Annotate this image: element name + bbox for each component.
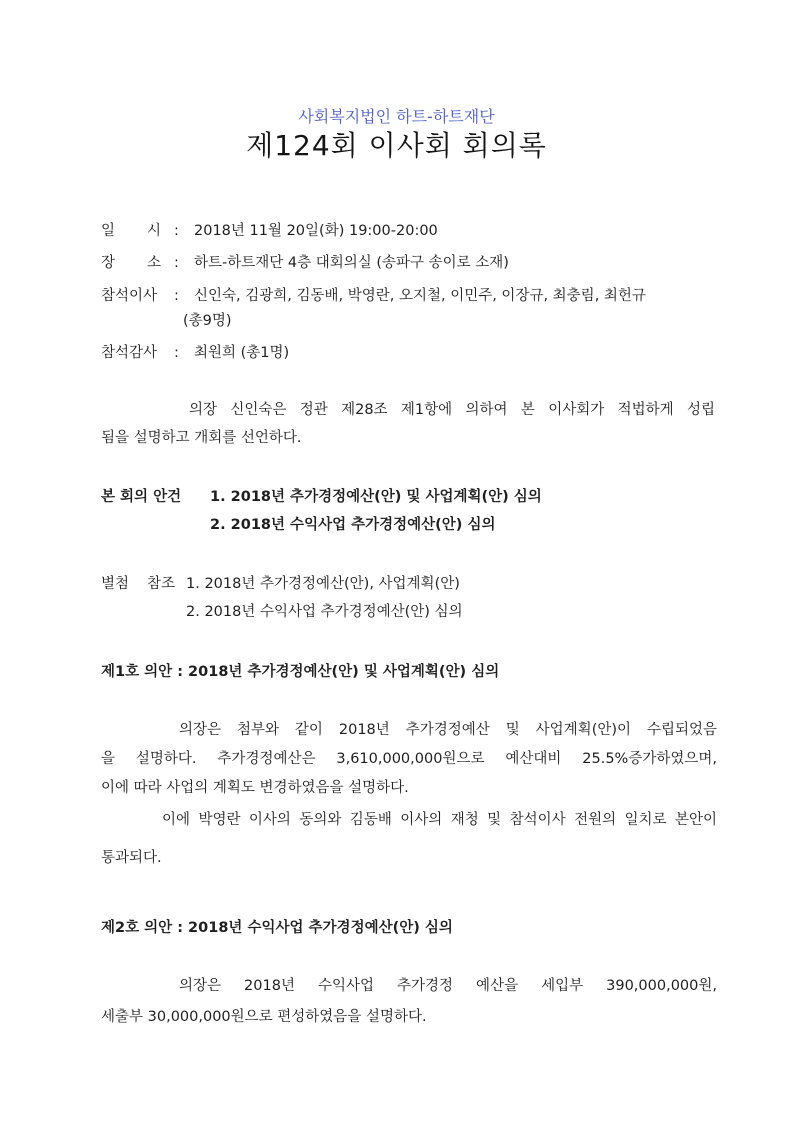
- resolution-2-line-2: 세출부 30,000,000원으로 편성하였음을 설명하다.: [101, 1009, 427, 1025]
- info-place-row: [101, 251, 509, 272]
- place-value: 하트-하트재단 4층 대회의실 (송파구 송이로 소재): [194, 255, 509, 271]
- directors-colon: :: [174, 288, 179, 304]
- directors-value: 신인숙, 김광희, 김동배, 박영란, 오지철, 이민주, 이장규, 최충림, 최헌규: [194, 288, 646, 304]
- agenda-item-1: 1. 2018년 추가경정예산(안) 및 사업계획(안) 심의: [210, 489, 542, 505]
- attachments-label: 별첨: [101, 576, 130, 592]
- resolution-1-heading: 제1호 의안 : 2018년 추가경정예산(안) 및 사업계획(안) 심의: [101, 664, 500, 680]
- agenda-label: 본 회의 안건: [101, 489, 182, 505]
- resolution-1-line-3: 이에 따라 사업의 계획도 변경하였음을 설명하다.: [101, 780, 409, 796]
- attachment-item-1: 1. 2018년 추가경정예산(안), 사업계획(안): [186, 576, 460, 592]
- resolution-1-line-2: 을 설명하다. 추가경정예산은 3,610,000,000원으로 예산대비 25.5%증가하였으며,: [101, 751, 717, 767]
- info-directors-row: [101, 284, 646, 305]
- document-title: 제124회 이사회 회의록: [246, 129, 547, 162]
- info-datetime-row: [101, 219, 438, 240]
- place-label: 장: [101, 255, 116, 271]
- organization-name: 사회복지법인 하트-하트재단: [298, 107, 495, 126]
- place-colon: :: [174, 255, 179, 271]
- resolution-1-line-1: 의장은 첨부와 같이 2018년 추가경정예산 및 사업계획(안)이 수립되었음: [179, 722, 717, 738]
- resolution-2-heading: 제2호 의안 : 2018년 수익사업 추가경정예산(안) 심의: [101, 920, 453, 936]
- datetime-colon: :: [174, 223, 179, 239]
- datetime-value: 2018년 11월 20일(화) 19:00-20:00: [194, 223, 438, 239]
- datetime-label: 일: [101, 223, 116, 239]
- auditors-colon: :: [174, 345, 179, 361]
- directors-total: (총9명): [183, 313, 232, 329]
- opening-line-2: 됨을 설명하고 개회를 선언하다.: [101, 430, 302, 446]
- attachments-label-2: 참조: [147, 576, 176, 592]
- datetime-label-2: 시: [147, 223, 162, 239]
- resolution-2-line-1: 의장은 2018년 수익사업 추가경정 예산을 세입부 390,000,000원,: [179, 978, 717, 994]
- attachment-item-2: 2. 2018년 수익사업 추가경정예산(안) 심의: [186, 604, 463, 620]
- resolution-1-line-5: 통과되다.: [101, 850, 162, 866]
- resolution-1-line-4: 이에 박영란 이사의 동의와 김동배 이사의 재청 및 참석이사 전원의 일치로 본안이: [162, 812, 717, 828]
- opening-line-1: 의장 신인숙은 정관 제28조 제1항에 의하여 본 이사회가 적법하게 성립: [189, 402, 715, 418]
- agenda-item-2: 2. 2018년 수익사업 추가경정예산(안) 심의: [210, 517, 496, 533]
- place-label-2: 소: [147, 255, 162, 271]
- directors-label: 참석이사: [101, 288, 158, 304]
- auditors-label: 참석감사: [101, 345, 158, 361]
- info-auditors-row: [101, 341, 289, 362]
- auditors-value: 최원희 (총1명): [194, 345, 290, 361]
